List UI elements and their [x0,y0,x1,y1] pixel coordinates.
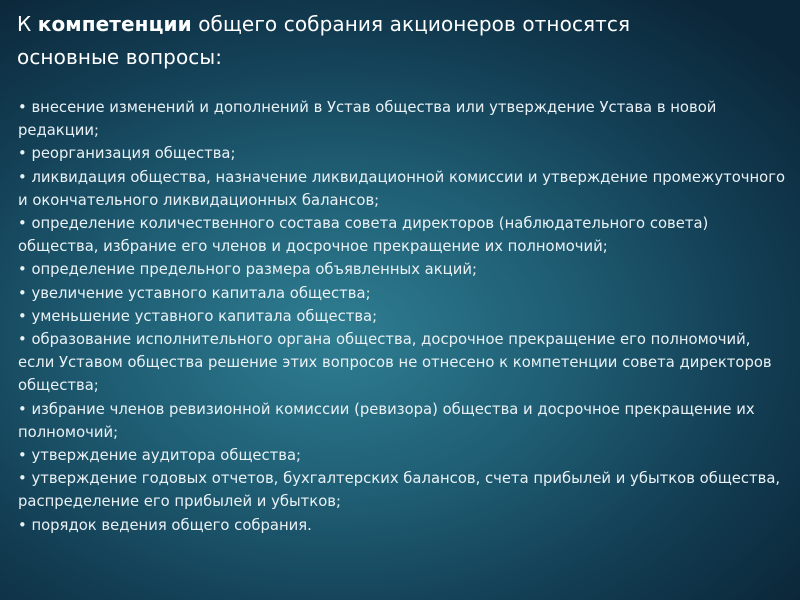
list-item: • избрание членов ревизионной комиссии (ревизора) общества и досрочное прекращение их полномочий; [18,398,788,444]
list-item: • утверждение годовых отчетов, бухгалтерских балансов, счета прибылей и убытков общества, распределение его прибылей и убытков; [18,467,788,513]
list-item: • утверждение аудитора общества; [18,444,788,467]
list-item: • образование исполнительного органа общества, досрочное прекращение его полномочий, если Уставом общества решение этих вопросов не отнесено к компетенции совета директоров общества; [18,328,788,398]
list-item: • реорганизация общества; [18,142,788,165]
list-item: • уменьшение уставного капитала общества; [18,305,788,328]
title-prefix: К [17,12,38,36]
competence-list [18,96,788,537]
list-item: • порядок ведения общего собрания. [18,514,788,537]
list-item: • определение предельного размера объявленных акций; [18,258,788,281]
list-item: • увеличение уставного капитала общества; [18,282,788,305]
title-bold-word: компетенции [37,12,192,36]
title-rest: общего собрания акционеров относятся основные вопросы: [17,12,631,69]
list-item: • определение количественного состава совета директоров (наблюдательного совета) общества, избрание его членов и досрочное прекращение их полномочий; [18,212,788,258]
slide-title [17,8,717,74]
list-item: • ликвидация общества, назначение ликвидационной комиссии и утверждение промежуточного и окончательного ликвидационных балансов; [18,166,788,212]
list-item: • внесение изменений и дополнений в Устав общества или утверждение Устава в новой редакции; [18,96,788,142]
